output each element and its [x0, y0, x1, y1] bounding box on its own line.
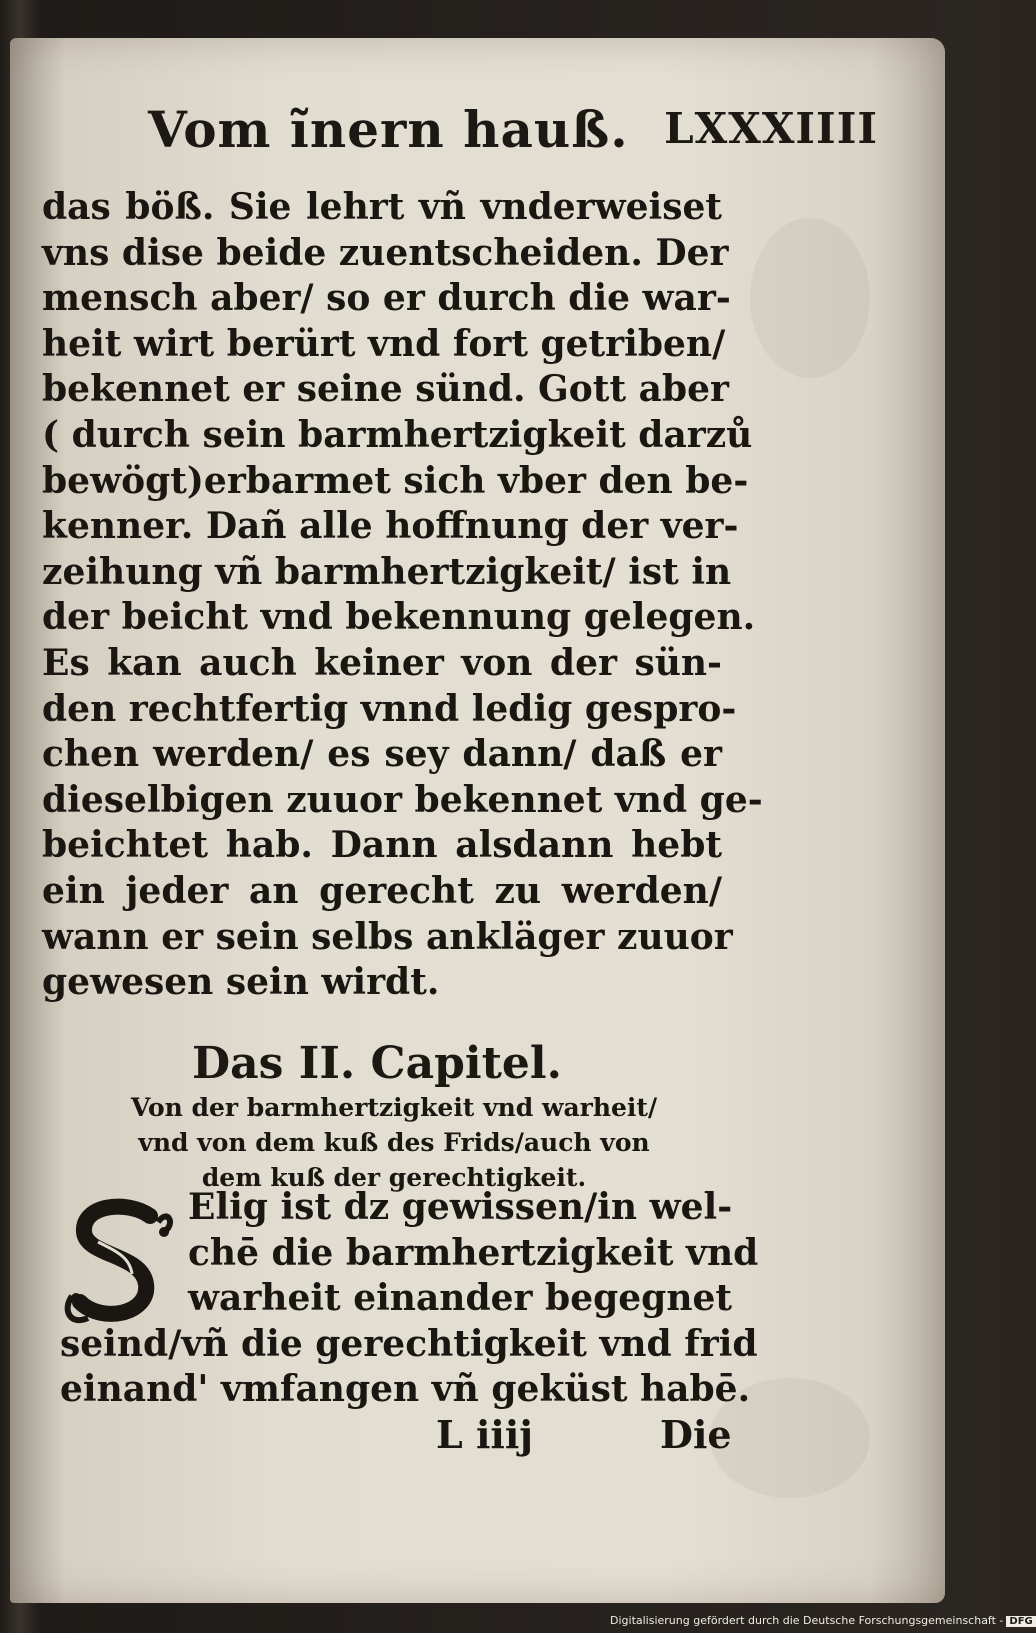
text-line: den rechtfertig vnnd ledig gespro-: [42, 687, 737, 730]
text-line: seind/vñ die gerechtigkeit vnd frid: [60, 1322, 758, 1365]
text-line: Es kan auch keiner von der sün-: [42, 641, 722, 684]
text-line: chen werden/ es sey dann/ daß er: [42, 733, 722, 776]
text-line: der beicht vnd bekennung gelegen.: [42, 596, 756, 639]
signature-mark: L iiij: [436, 1412, 534, 1457]
body-text: [42, 185, 763, 1006]
text-line: mensch aber/ so er durch die war-: [42, 277, 731, 320]
text-line: wann er sein selbs ankläger zuuor: [42, 915, 733, 958]
text-line: kenner. Dañ alle hoffnung der ver-: [42, 505, 739, 548]
chapter-heading: Das II. Capitel.: [192, 1038, 562, 1089]
text-line: chē die barmhertzigkeit vnd: [188, 1231, 759, 1274]
text-line: beichtet hab. Dann alsdann hebt: [42, 824, 722, 867]
chapter-summary: [84, 1090, 704, 1195]
text-line: Elig ist dz gewissen/in wel-: [188, 1186, 733, 1228]
page-header: [148, 100, 878, 170]
text-line: dieselbigen zuuor bekennet vnd ge-: [42, 778, 763, 821]
text-line: bekennet er seine sünd. Gott aber: [42, 368, 729, 411]
credit-text: Digitalisierung gefördert durch die Deutsche Forschungsgemeinschaft -: [610, 1614, 1004, 1627]
catchword: Die: [660, 1412, 732, 1457]
summary-line: dem kuß der gerechtigkeit.: [201, 1163, 587, 1192]
text-line: einand' vmfangen vñ geküst habē.: [60, 1368, 751, 1411]
text-line: vns dise beide zuentscheiden. Der: [42, 231, 729, 274]
summary-line: vnd von dem kuß des Frids/auch von: [138, 1128, 650, 1157]
text-line: ( durch sein barmhertzigkeit darzů: [42, 413, 753, 456]
text-line: heit wirt berürt vnd fort getriben/: [42, 322, 726, 365]
paper-stain: [750, 218, 870, 378]
summary-line: Von der barmhertzigkeit vnd warheit/: [130, 1093, 658, 1122]
text-line: gewesen sein wirdt.: [42, 961, 440, 1004]
dfg-logo: DFG: [1006, 1616, 1035, 1627]
text-line: ein jeder an gerecht zu werden/: [42, 869, 722, 912]
chapter-body: [60, 1185, 759, 1413]
text-line: zeihung vñ barmhertzigkeit/ ist in: [42, 550, 732, 593]
text-line: bewögt)erbarmet sich vber den be-: [42, 459, 749, 502]
digitization-credit: [610, 1614, 1033, 1630]
text-line: warheit einander begegnet: [188, 1277, 733, 1320]
text-line: das böß. Sie lehrt vñ vnderweiset: [42, 186, 722, 228]
running-title: Vom ĩnern hauß.: [148, 100, 629, 159]
folio-number: LXXXIIII: [664, 104, 878, 153]
